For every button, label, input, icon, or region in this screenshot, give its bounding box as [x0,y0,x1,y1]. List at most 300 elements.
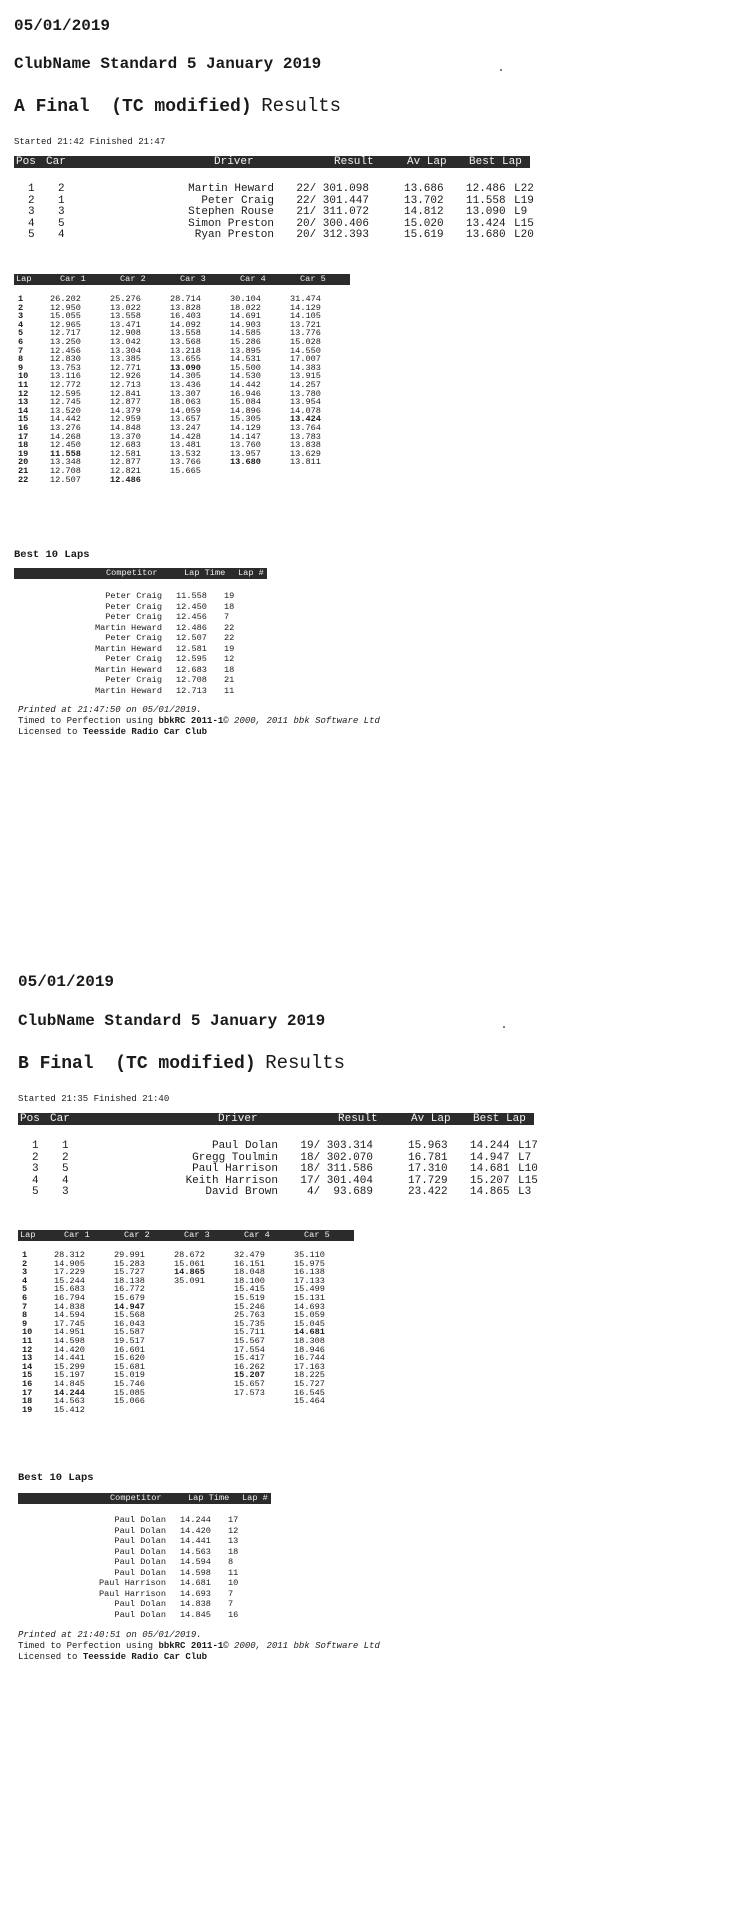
best-lap-competitor: Paul Dolan [114,1515,166,1525]
result-best-time: 13.424 [466,217,506,230]
lap-time-car-1: 15.683 [54,1284,85,1295]
lap-time-car-1: 14.594 [54,1310,85,1321]
col-car2: Car 2 [120,274,146,284]
best-lap-competitor: Peter Craig [105,612,162,622]
col-pos: Pos [20,1113,40,1125]
result-laps-time: 18/ 302.070 [300,1151,373,1164]
result-best-time: 12.486 [466,183,506,195]
best-lap-row [14,675,274,685]
lap-number: 17 [22,1387,33,1398]
best-lap-number: 11 [228,1567,239,1578]
best-lap-row [14,623,274,633]
scan-speck [503,1026,505,1028]
result-row [18,1186,538,1198]
result-best-time: 14.681 [470,1163,510,1175]
best-lap-number: 22 [224,633,235,643]
lap-time-car-5: 16.545 [294,1387,325,1398]
lap-time-car-4: 13.895 [230,345,261,356]
best-lap-row [18,1599,278,1609]
best-lap-time: 12.450 [176,601,207,612]
lap-time-car-5: 18.308 [294,1336,325,1346]
lap-time-car-4: 13.957 [230,448,261,459]
lap-time-car-3: 13.532 [170,448,201,459]
lap-number: 8 [18,354,24,365]
lap-number: 3 [22,1267,28,1278]
best-lap-time: 14.838 [180,1599,211,1609]
race-name: B Final (TC modified) [18,1054,256,1074]
lap-number: 18 [18,440,29,451]
best-lap-time: 14.244 [180,1515,211,1525]
footer-printed-text: Printed at 21:40:51 on 05/01/2019. [18,1630,202,1640]
lap-time-car-3: 13.828 [170,302,201,313]
result-best-time: 13.090 [466,206,506,218]
lap-time-car-5: 15.059 [294,1310,325,1321]
lap-number: 14 [18,405,29,416]
lap-time-car-5: 17.163 [294,1361,325,1372]
lap-time-car-5: 35.110 [294,1250,325,1260]
lap-time-car-3: 18.063 [170,397,201,408]
col-driver: Driver [218,1113,258,1125]
lap-time-car-4: 17.554 [234,1344,265,1355]
lap-time-car-5: 14.550 [290,345,321,356]
lap-number: 15 [22,1370,33,1381]
lap-header [14,274,350,285]
footer-app: bbkRC 2011-1 [158,1641,224,1651]
race-title [18,1052,345,1074]
result-best-time: 15.207 [470,1174,510,1187]
best-lap-competitor: Peter Craig [105,633,162,643]
lap-number: 10 [22,1327,33,1338]
best-lap-competitor: Paul Dolan [114,1567,166,1578]
best-lap-time: 14.420 [180,1525,211,1536]
best-lap-time: 12.456 [176,612,207,622]
results-header [18,1113,534,1125]
result-row [14,183,534,195]
result-best-time: 14.947 [470,1151,510,1164]
lap-time-car-4: 15.657 [234,1379,265,1389]
lap-number: 11 [22,1336,33,1346]
lap-time-car-4: 15.246 [234,1301,265,1312]
lap-time-car-3: 14.059 [170,405,201,416]
best-lap-competitor: Martin Heward [94,664,162,675]
best-lap-time: 14.441 [180,1536,211,1546]
lap-time-car-5: 16.138 [294,1267,325,1278]
lap-time-car-1: 12.772 [50,380,81,390]
best-lap-time: 12.713 [176,685,207,696]
footer-licensed-prefix: Licensed to [18,727,83,737]
race-name: A Final (TC modified) [14,97,252,117]
lap-time-car-4: 13.680 [230,457,261,468]
lap-number: 7 [18,345,24,356]
best-lap-competitor: Paul Harrison [98,1578,166,1588]
lap-time-car-4: 14.531 [230,354,261,365]
result-car: 5 [62,1163,69,1175]
lap-time-car-1: 13.276 [50,423,81,433]
col-competitor: Competitor [106,568,158,578]
lap-time-car-2: 14.848 [110,423,141,433]
result-pos: 5 [28,229,35,241]
lap-time-car-4: 16.946 [230,388,261,399]
lap-time-car-4: 16.262 [234,1361,265,1372]
lap-time-car-5: 13.838 [290,440,321,451]
result-best-lapno: L10 [518,1163,538,1175]
footer-club: Teesside Radio Car Club [82,1652,208,1662]
lap-time-car-5: 15.028 [290,337,321,347]
lap-time-car-4: 14.903 [230,319,261,330]
footer-licensed [18,1652,207,1662]
lap-time-car-5: 14.078 [290,405,321,416]
best-lap-number: 8 [228,1557,234,1567]
col-avlap: Av Lap [407,156,447,168]
result-driver: Paul Harrison [192,1163,278,1175]
lap-time-car-1: 15.197 [54,1370,85,1381]
col-lap: Lap [20,1230,36,1240]
lap-header [18,1230,354,1241]
col-bestlap: Best Lap [473,1113,526,1125]
lap-number: 17 [18,431,29,442]
lap-time-car-2: 29.991 [114,1250,145,1260]
result-driver: Martin Heward [188,183,274,195]
lap-time-car-2: 12.683 [110,440,141,451]
footer-printed [18,705,202,715]
lap-time-car-2: 15.681 [114,1361,145,1372]
best-laps-title: Best 10 Laps [18,1472,94,1484]
lap-number: 15 [18,414,29,425]
lap-time-car-1: 14.563 [54,1396,85,1407]
result-best-time: 14.244 [470,1140,510,1152]
best-lap-time: 11.558 [176,591,207,601]
lap-time-car-4: 18.100 [234,1275,265,1286]
result-laps-time: 17/ 301.404 [300,1174,373,1187]
result-laps-time: 22/ 301.098 [296,183,369,195]
lap-time-car-4: 15.711 [234,1327,265,1338]
lap-number: 22 [18,474,29,485]
lap-time-car-1: 14.442 [50,414,81,425]
col-car4: Car 4 [240,274,266,284]
lap-time-car-5: 14.129 [290,302,321,313]
result-pos: 4 [28,217,35,230]
lap-time-car-4: 25.763 [234,1310,265,1321]
footer-timed-prefix: Timed to Perfection using [18,1641,159,1651]
lap-number: 11 [18,380,29,390]
best-lap-time: 12.683 [176,664,207,675]
lap-time-car-1: 14.845 [54,1379,85,1389]
result-car: 4 [62,1174,69,1187]
result-driver: Keith Harrison [185,1174,278,1187]
col-car5: Car 5 [300,274,326,284]
lap-time-car-2: 15.283 [114,1258,145,1269]
lap-time-car-5: 15.727 [294,1379,325,1389]
lap-time-car-5: 13.629 [290,448,321,459]
result-laps-time: 22/ 301.447 [296,194,369,207]
best-lap-row [18,1557,278,1567]
lap-time-car-3: 13.558 [170,328,201,339]
result-row [14,206,534,218]
lap-time-car-3: 13.655 [170,354,201,365]
lap-time-car-4: 18.022 [230,302,261,313]
result-driver: Simon Preston [188,217,274,230]
best-lap-row [14,591,274,601]
lap-number: 3 [18,311,24,322]
best-lap-number: 11 [224,685,235,696]
best-lap-competitor: Peter Craig [105,601,162,612]
lap-time-car-1: 13.520 [50,405,81,416]
lap-number: 1 [18,294,24,304]
lap-time-car-1: 11.558 [50,448,81,459]
lap-time-car-5: 18.225 [294,1370,325,1381]
result-car: 1 [62,1140,69,1152]
footer-club: Teesside Radio Car Club [82,727,208,737]
best-lap-row [18,1536,278,1546]
lap-time-car-4: 14.129 [230,423,261,433]
lap-time-car-4: 14.442 [230,380,261,390]
lap-time-car-1: 13.753 [50,362,81,373]
best-lap-time: 12.486 [176,622,207,633]
best-lap-competitor: Paul Dolan [114,1536,166,1546]
footer-timed [18,716,380,726]
best-lap-time: 14.598 [180,1567,211,1578]
lap-time-car-2: 12.581 [110,448,141,459]
lap-number: 16 [22,1379,33,1389]
footer-copyright: © 2000, 2011 bbk Software Ltd [223,1641,380,1651]
lap-number: 21 [18,466,29,476]
lap-time-car-2: 15.085 [114,1387,145,1398]
lap-number: 19 [18,448,29,459]
result-best-lapno: L15 [514,217,534,230]
lap-time-car-1: 14.244 [54,1387,85,1398]
lap-number: 12 [22,1344,33,1355]
result-laps-time: 4/ 93.689 [306,1186,373,1198]
lap-time-car-2: 16.601 [114,1344,145,1355]
lap-time-car-2: 15.066 [114,1396,145,1407]
lap-time-car-4: 15.417 [234,1353,265,1364]
lap-time-car-3: 13.247 [170,423,201,433]
result-driver: Paul Dolan [211,1140,278,1152]
lap-time-car-1: 13.348 [50,457,81,468]
lap-time-car-2: 12.771 [110,362,141,373]
lap-time-car-4: 15.567 [234,1336,265,1346]
lap-time-car-1: 14.838 [54,1301,85,1312]
lap-row [18,1405,358,1415]
result-car: 3 [62,1186,69,1198]
best-lap-number: 12 [224,654,235,664]
lap-time-car-2: 13.370 [110,431,141,442]
lap-time-car-2: 13.385 [110,354,141,365]
best-lap-time: 14.594 [180,1557,211,1567]
lap-time-car-2: 13.304 [110,345,141,356]
lap-time-car-5: 15.131 [294,1293,325,1303]
lap-time-car-2: 12.821 [110,466,141,476]
lap-time-car-2: 15.746 [114,1379,145,1389]
lap-time-car-4: 30.104 [230,294,261,304]
best-laps-header [18,1493,271,1504]
lap-time-car-4: 14.691 [230,311,261,322]
best-lap-number: 18 [224,664,235,675]
lap-time-car-2: 15.568 [114,1310,145,1321]
result-laps-time: 21/ 311.072 [296,206,369,218]
lap-time-car-1: 12.507 [50,474,81,485]
lap-time-car-3: 13.090 [170,362,201,373]
result-best-lapno: L17 [518,1140,538,1152]
race-timing: Started 21:42 Finished 21:47 [14,137,166,147]
result-car: 2 [62,1151,69,1164]
result-best-time: 14.865 [470,1186,510,1198]
lap-time-car-5: 31.474 [290,294,321,304]
best-lap-number: 16 [228,1609,239,1620]
lap-time-car-5: 15.464 [294,1396,325,1407]
best-lap-row [18,1515,278,1525]
col-result: Result [338,1113,378,1125]
lap-time-car-5: 17.007 [290,354,321,365]
lap-time-car-4: 15.500 [230,362,261,373]
result-driver: Ryan Preston [194,229,274,241]
result-row [14,229,534,241]
result-car: 1 [58,194,65,207]
result-driver: Stephen Rouse [188,206,274,218]
best-lap-competitor: Paul Harrison [98,1588,166,1599]
result-pos: 2 [28,194,35,207]
lap-time-car-4: 14.896 [230,405,261,416]
best-lap-time: 12.581 [176,643,207,654]
lap-number: 5 [18,328,24,339]
best-lap-competitor: Paul Dolan [114,1609,166,1620]
lap-time-car-1: 12.717 [50,328,81,339]
lap-number: 4 [18,319,24,330]
best-lap-number: 17 [228,1515,239,1525]
result-row [18,1152,538,1164]
result-pos: 1 [28,183,35,195]
lap-time-car-1: 14.951 [54,1327,85,1338]
lap-time-car-3: 13.307 [170,388,201,399]
result-avlap: 15.963 [408,1140,448,1152]
col-car3: Car 3 [180,274,206,284]
lap-time-car-1: 12.708 [50,466,81,476]
best-lap-time: 14.681 [180,1578,211,1588]
result-best-lapno: L7 [518,1151,532,1164]
result-laps-time: 20/ 300.406 [296,217,369,230]
lap-time-car-2: 13.022 [110,302,141,313]
lap-time-car-4: 14.147 [230,431,261,442]
lap-time-car-3: 35.091 [174,1275,205,1286]
lap-time-car-4: 18.048 [234,1267,265,1278]
lap-time-car-2: 13.471 [110,319,141,330]
lap-number: 13 [22,1353,33,1364]
lap-time-car-2: 15.727 [114,1267,145,1278]
result-car: 2 [58,183,65,195]
best-lap-competitor: Peter Craig [105,654,162,664]
col-bestlap: Best Lap [469,156,522,168]
best-lap-number: 18 [228,1546,239,1557]
col-car4: Car 4 [244,1230,270,1240]
footer-copyright: © 2000, 2011 bbk Software Ltd [223,716,380,726]
best-lap-competitor: Peter Craig [105,675,162,685]
lap-number: 20 [18,457,29,468]
lap-time-car-2: 15.679 [114,1293,145,1303]
lap-time-car-1: 12.965 [50,319,81,330]
lap-time-car-3: 13.657 [170,414,201,425]
col-avlap: Av Lap [411,1113,451,1125]
lap-number: 9 [22,1318,28,1329]
best-lap-row [14,633,274,643]
lap-number: 9 [18,362,24,373]
lap-time-car-2: 15.019 [114,1370,145,1381]
best-lap-number: 12 [228,1525,239,1536]
best-lap-row [14,654,274,664]
lap-time-car-1: 12.745 [50,397,81,408]
lap-number: 6 [22,1293,28,1303]
lap-time-car-4: 15.286 [230,337,261,347]
result-laps-time: 20/ 312.393 [296,229,369,241]
lap-time-car-2: 14.947 [114,1301,145,1312]
lap-time-car-1: 13.116 [50,371,81,382]
result-row [18,1163,538,1175]
lap-time-car-2: 12.877 [110,397,141,408]
result-avlap: 15.619 [404,229,444,241]
lap-time-car-1: 14.420 [54,1344,85,1355]
lap-time-car-3: 28.672 [174,1250,205,1260]
best-lap-time: 12.595 [176,654,207,664]
col-car: Car [50,1113,70,1125]
col-car: Car [46,156,66,168]
lap-time-car-1: 14.441 [54,1353,85,1364]
lap-time-car-1: 28.312 [54,1250,85,1260]
best-lap-time: 14.845 [180,1609,211,1620]
lap-time-car-5: 14.105 [290,311,321,322]
best-lap-time: 14.693 [180,1588,211,1599]
lap-time-car-5: 18.946 [294,1344,325,1355]
lap-time-car-1: 17.229 [54,1267,85,1278]
lap-time-car-1: 14.598 [54,1336,85,1346]
best-lap-row [18,1526,278,1536]
lap-time-car-2: 12.926 [110,371,141,382]
result-row [18,1140,538,1152]
best-lap-row [18,1578,278,1588]
lap-time-car-3: 15.665 [170,466,201,476]
lap-time-car-1: 14.268 [50,431,81,442]
footer-timed [18,1641,380,1651]
best-laps-header [14,568,267,579]
lap-time-car-5: 13.764 [290,423,321,433]
result-driver: Gregg Toulmin [192,1151,278,1164]
best-lap-row [14,686,274,696]
best-lap-competitor: Paul Dolan [114,1557,166,1567]
best-lap-number: 19 [224,643,235,654]
col-lapno: Lap # [238,568,264,578]
lap-time-car-3: 13.436 [170,380,201,390]
result-best-lapno: L15 [518,1174,538,1187]
best-lap-number: 10 [228,1578,239,1588]
scan-speck [500,69,502,71]
best-lap-competitor: Paul Dolan [114,1546,166,1557]
sheet-date: 05/01/2019 [18,973,115,991]
lap-time-car-4: 15.305 [230,414,261,425]
lap-time-car-2: 18.138 [114,1275,145,1286]
best-lap-number: 7 [228,1588,234,1599]
lap-time-car-2: 16.772 [114,1284,145,1295]
lap-time-car-5: 13.954 [290,397,321,408]
col-laptime: Lap Time [188,1493,230,1503]
lap-time-car-5: 13.915 [290,371,321,382]
lap-time-car-2: 12.486 [110,474,141,485]
result-pos: 1 [32,1140,39,1152]
lap-number: 12 [18,388,29,399]
lap-time-car-3: 28.714 [170,294,201,304]
footer-timed-prefix: Timed to Perfection using [18,716,159,726]
result-driver: Peter Craig [201,194,274,207]
meeting-title: ClubName Standard 5 January 2019 [14,55,322,73]
lap-time-car-2: 19.517 [114,1336,145,1346]
lap-time-car-5: 13.721 [290,319,321,330]
